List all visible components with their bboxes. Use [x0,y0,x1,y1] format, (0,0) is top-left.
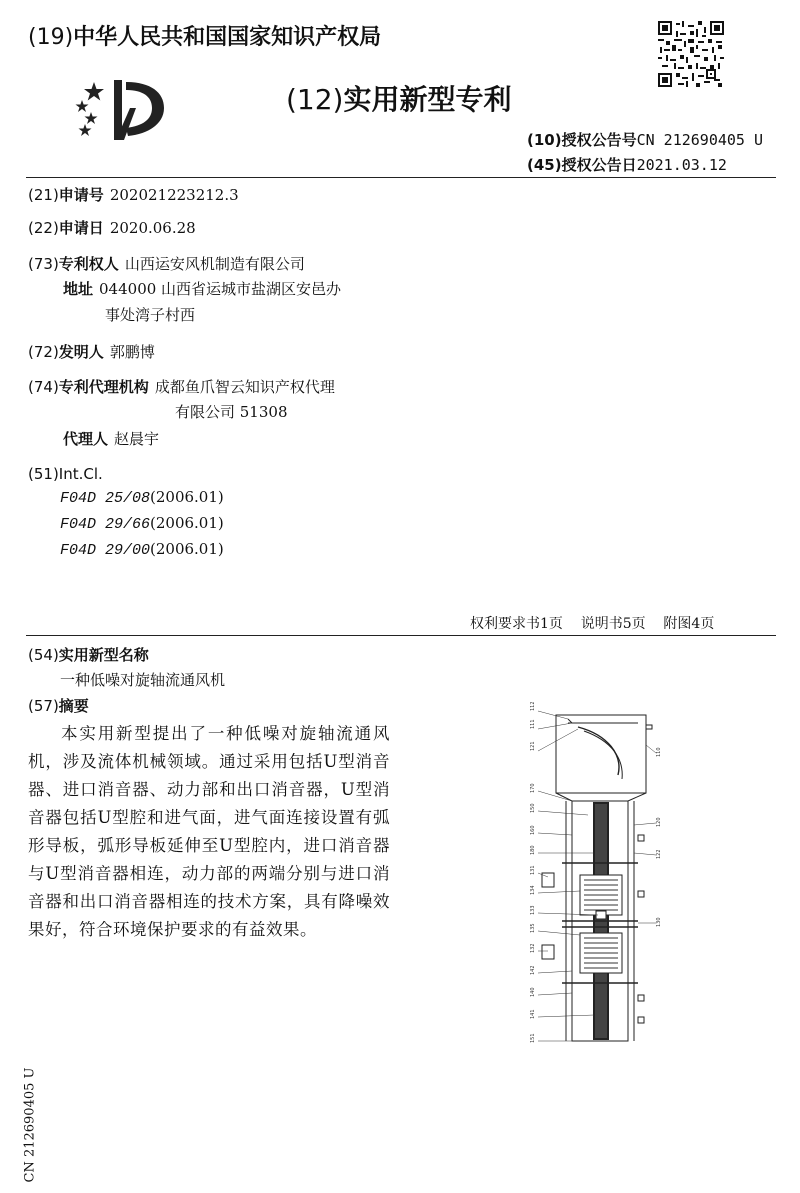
doc-type-title [286,78,512,118]
qr-code-icon [658,21,724,87]
inventor-label: 发明人 [58,343,104,361]
side-pub-number: CN 212690405 U [22,1067,38,1183]
address-line1: 044000 山西省运城市盐湖区安邑办 [99,280,342,298]
utility-title: 一种低噪对旋轴流通风机 [60,671,226,689]
agent-row [63,429,159,449]
drawing-label-135: 135 [530,923,536,933]
app-no-row [28,185,239,205]
title-num: (54) [28,646,59,664]
agent-label: 代理人 [63,430,109,448]
agency-label: 专利代理机构 [58,378,149,396]
drawing-label-121: 121 [530,741,536,751]
drawing-label-150: 150 [530,803,536,813]
title-label: 实用新型名称 [58,646,149,664]
pub-date-row [527,154,727,175]
pages-divider [26,635,776,636]
abstract-text: 本实用新型提出了一种低噪对旋轴流通风机，涉及流体机械领域。通过采用包括U型消音器、进口消音器、动力部和出口消音器，U型消音器包括U型腔和进气面，进气面连接设置有弧形导板，弧形导板延伸至U型腔内，进口消音器与U型消音器相连，动力部的两端分别与进口消音器和出口消音器相连的技术方案，具有降噪效果好，符合环境保护要求的有益效果。 [28,724,390,939]
drawing-label-133: 133 [530,905,536,915]
patentee-label: 专利权人 [58,255,119,273]
ipc-code-1: F04D 25/08(2006.01) [60,488,224,507]
app-date-num: (22) [28,219,59,237]
app-no-num: (21) [28,186,59,204]
patentee-row [28,254,305,274]
app-date-label: 申请日 [58,219,104,237]
app-no-label: 申请号 [58,186,104,204]
address-line2: 事处湾子村西 [105,306,196,324]
agency-line1: 成都鱼爪智云知识产权代理 [154,378,335,396]
drawing-label-134: 134 [530,885,536,895]
office-header [28,20,381,51]
drawing-label-160: 160 [530,825,536,835]
agency-line2: 有限公司 51308 [175,403,288,421]
drawing-label-120: 120 [656,817,662,827]
drawing-label-142: 142 [530,965,536,975]
utility-title-heading [28,645,149,665]
patentee: 山西运安风机制造有限公司 [124,255,305,273]
drawing-label-170: 170 [530,783,536,793]
pub-no-label: (10)授权公告号 [527,131,637,149]
address-label: 地址 [63,280,94,298]
intcl-row [28,464,103,484]
office-name: 中华人民共和国国家知识产权局 [73,25,382,50]
pub-no: CN 212690405 U [636,131,764,149]
doc-type-num: (12) [286,83,344,116]
drawing-label-151: 151 [530,1033,536,1043]
app-date: 2020.06.28 [109,219,196,237]
agent: 赵晨宇 [114,430,160,448]
drawing-label-122: 122 [656,849,662,859]
drawing-label-110: 110 [656,747,662,757]
drawing-label-111: 111 [530,719,536,729]
cnipa-emblem-icon [72,78,167,144]
ipc-code-2: F04D 29/66(2006.01) [60,514,224,533]
patentee-num: (73) [28,255,59,273]
intcl-label: Int.Cl. [58,465,103,483]
drawing-label-132: 132 [530,943,536,953]
pub-date-label: (45)授权公告日 [527,156,637,174]
address-row [63,279,341,299]
agency-num: (74) [28,378,59,396]
office-num: (19) [28,25,74,50]
inventor-row [28,342,155,362]
abstract-heading [28,696,89,716]
drawing-label-180: 180 [530,845,536,855]
header-divider [26,177,776,178]
app-no: 202021223212.3 [109,186,239,204]
app-date-row [28,218,196,238]
pub-number-row [527,129,763,150]
drawing-label-130: 130 [656,917,662,927]
inventor-num: (72) [28,343,59,361]
fan-drawing [528,695,668,1055]
abstract-label: 摘要 [58,697,89,715]
ipc-code-3: F04D 29/00(2006.01) [60,540,224,559]
pub-date: 2021.03.12 [636,156,727,174]
drawing-label-112: 112 [530,701,536,711]
drawing-label-140: 140 [530,987,536,997]
inventor: 郭鹏博 [109,343,155,361]
intcl-num: (51) [28,465,59,483]
abstract-num: (57) [28,697,59,715]
drawing-label-141: 141 [530,1009,536,1019]
doc-type: 实用新型专利 [343,83,512,116]
drawing-label-131: 131 [530,865,536,875]
agency-row [28,377,335,397]
page-count: 权利要求书1页 说明书5页 附图4页 [470,616,715,632]
